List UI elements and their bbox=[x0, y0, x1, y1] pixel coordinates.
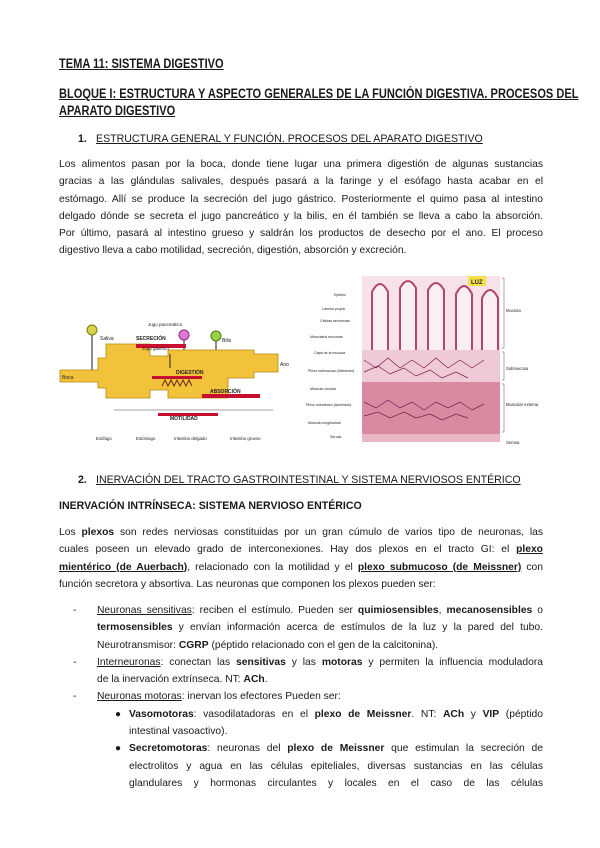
paragraph-2-line: Los plexos son redes nerviosas constituidas por un gran cúmulo de varios tipo de neuronas, las bbox=[59, 527, 543, 538]
esofago-label: Esófago bbox=[96, 436, 112, 441]
list-line: Neuronas motoras: inervan los efectores Pueden ser: bbox=[97, 691, 341, 703]
paragraph-2-line: función secretora y absortiva. Las neuronas que componen los plexos pueden ser: bbox=[59, 578, 436, 590]
list-line: Interneuronas: conectan las sensitivas y las motoras y permiten la influencia moduladora bbox=[97, 656, 543, 668]
list-item-motor bbox=[59, 688, 543, 705]
sublist-item-secretomotor bbox=[59, 740, 543, 792]
paragraph-1-line: estómago. Allí se produce la secreción del jugo gástrico. Posteriormente el quimo pasa al intestino bbox=[59, 193, 543, 205]
paragraph-2-line: mientérico (de Auerbach), relacionado con la motilidad y el plexo submucoso (de Meissner) con bbox=[59, 561, 543, 573]
muscularis-mucosae-label: Muscularis mucosae bbox=[310, 335, 343, 339]
section-2-label: INERVACIÓN DEL TRACTO GASTROINTESTINAL Y SISTEMA NERVIOSOS ENTÉRICO bbox=[96, 474, 521, 486]
list-line: de la inervación extrínseca. NT: ACh. bbox=[97, 674, 268, 686]
list-line: Vasomotoras: vasodilatadoras en el plexo de Meissner. NT: ACh y VIP (péptido bbox=[129, 708, 544, 720]
paragraph-1-line: gracias a las glándulas salivales, después pasará a la faringe y el esófago hasta acabar en el bbox=[59, 176, 543, 188]
section-1-heading bbox=[78, 133, 483, 145]
paragraph-1-line: delgado dónde se secreta el jugo pancreático y la bilis, en él también se lleva a cabo la absorción. bbox=[59, 210, 543, 222]
boca-label: Boca bbox=[62, 375, 74, 381]
intestino-grueso-label: Intestino grueso bbox=[230, 436, 261, 441]
muscular-right-label: Muscular externa bbox=[506, 402, 539, 407]
submucosa-layer bbox=[362, 350, 500, 382]
absorcion-label: ABSORCIÓN bbox=[210, 389, 241, 395]
ano-label: Ano bbox=[280, 362, 289, 368]
list-line: Neuronas sensitivas: reciben el estímulo. Pueden ser quimiosensibles, mecanosensibles o bbox=[97, 605, 543, 616]
list-line: electrolitos y agua en las células epiteliales, diversas sustancias en las células bbox=[129, 760, 543, 772]
section-1-number: 1. bbox=[78, 133, 87, 145]
lamina-propia-label: Lámina propia bbox=[322, 307, 345, 311]
paragraph-2 bbox=[59, 524, 543, 593]
salivary-gland-icon bbox=[87, 325, 97, 370]
serosa-layer bbox=[362, 434, 500, 442]
submucosa-right-label: Submucosa bbox=[506, 366, 529, 371]
block-title-line-1: BLOQUE I: ESTRUCTURA Y ASPECTO GENERALES DE LA FUNCIÓN DIGESTIVA. PROCESOS DEL bbox=[59, 86, 579, 101]
muscular-longitudinal-label: Músculo longitudinal bbox=[308, 421, 341, 425]
secrecion-label: SECRECIÓN bbox=[136, 336, 166, 342]
muscular-layer bbox=[362, 382, 500, 434]
paragraph-1 bbox=[59, 156, 543, 260]
list-line: intestinal vasoactivo). bbox=[129, 726, 228, 738]
list-line: Secretomotoras: neuronas del plexo de Meissner que estimulan la secreción de bbox=[129, 743, 543, 755]
luz-label: LUZ bbox=[471, 280, 483, 286]
epitelio-label: Epitelio bbox=[334, 293, 346, 297]
plexo-submucoso-label: Plexo submucoso (Meissner) bbox=[308, 369, 355, 373]
saliva-label: Saliva bbox=[100, 336, 114, 342]
page-title: TEMA 11: SISTEMA DIGESTIVO bbox=[59, 56, 224, 71]
block-title bbox=[59, 85, 579, 119]
list-line: Neurotransmisor: CGRP (péptido relacionado con el gen de la calcitonina). bbox=[97, 639, 439, 651]
digestive-process-diagram bbox=[58, 298, 294, 446]
muscular-circular-label: Músculo circular bbox=[310, 387, 336, 391]
digestion-label: DIGESTIÓN bbox=[176, 370, 204, 376]
jugo-pancreatico-label: Jugo pancreático bbox=[148, 322, 183, 327]
serosa-label: Serosa bbox=[330, 435, 342, 439]
list-item-sensitive bbox=[59, 602, 543, 654]
section-2-heading bbox=[78, 474, 521, 486]
liver-icon bbox=[211, 331, 221, 350]
sublist-item-vasomotor bbox=[59, 706, 543, 741]
bilis-label: Bilis bbox=[222, 338, 232, 344]
estomago-label: Estómago bbox=[136, 436, 156, 441]
gut-wall-histology-figure bbox=[300, 272, 546, 450]
block-title-line-2: APARATO DIGESTIVO bbox=[59, 103, 176, 118]
dash-marker: - bbox=[73, 605, 77, 616]
mucosa-right-label: Mucosa bbox=[506, 308, 521, 313]
plexo-mienterico-label: Plexo mientérico (Auerbach) bbox=[306, 403, 352, 407]
list-line: glandulares y hormonas circulantes y locales en el caso de las células bbox=[129, 777, 543, 789]
subheading: INERVACIÓN INTRÍNSECA: SISTEMA NERVIOSO ENTÉRICO bbox=[59, 500, 362, 512]
bullet-marker: ● bbox=[115, 743, 122, 755]
paragraph-1-line: Por último, pasará al intestino grueso y saldrán los productos de desecho por el ano. El proceso bbox=[59, 228, 543, 240]
paragraph-2-line: cuales poseen un elevado grado de interconexiones. Hay dos plexos en el tracto GI: el plexo bbox=[59, 544, 543, 556]
serosa-right-label: Serosa bbox=[506, 440, 520, 445]
section-2-number: 2. bbox=[78, 474, 87, 486]
intestino-delgado-label: Intestino delgado bbox=[174, 436, 207, 441]
dash-marker: - bbox=[73, 656, 77, 668]
paragraph-1-line: Los alimentos pasan por la boca, donde tiene lugar una primera digestión de algunas sustancias bbox=[59, 159, 543, 170]
paragraph-1-line: digestivo lleva a cabo motilidad, secreción, digestión, absorción y excreción. bbox=[59, 245, 407, 257]
neuron-type-list bbox=[59, 602, 543, 792]
section-1-label: ESTRUCTURA GENERAL Y FUNCIÓN. PROCESOS DEL APARATO DIGESTIVO bbox=[96, 133, 483, 145]
celulas-secretoras-label: Células secretoras bbox=[320, 319, 350, 323]
motilidad-label: MOTILIDAD bbox=[170, 416, 198, 422]
list-line: termosensibles y envían información acerca de estímulos de la luz y la pared del tubo. bbox=[97, 622, 543, 634]
bullet-marker: ● bbox=[115, 708, 122, 720]
list-item-interneurons bbox=[59, 654, 543, 689]
jugo-gastrico-label: Jugo gástrico bbox=[142, 346, 169, 351]
digestion-bar bbox=[152, 376, 202, 379]
dash-marker: - bbox=[73, 691, 77, 703]
capa-label: Capa de la mucosa bbox=[314, 351, 345, 355]
